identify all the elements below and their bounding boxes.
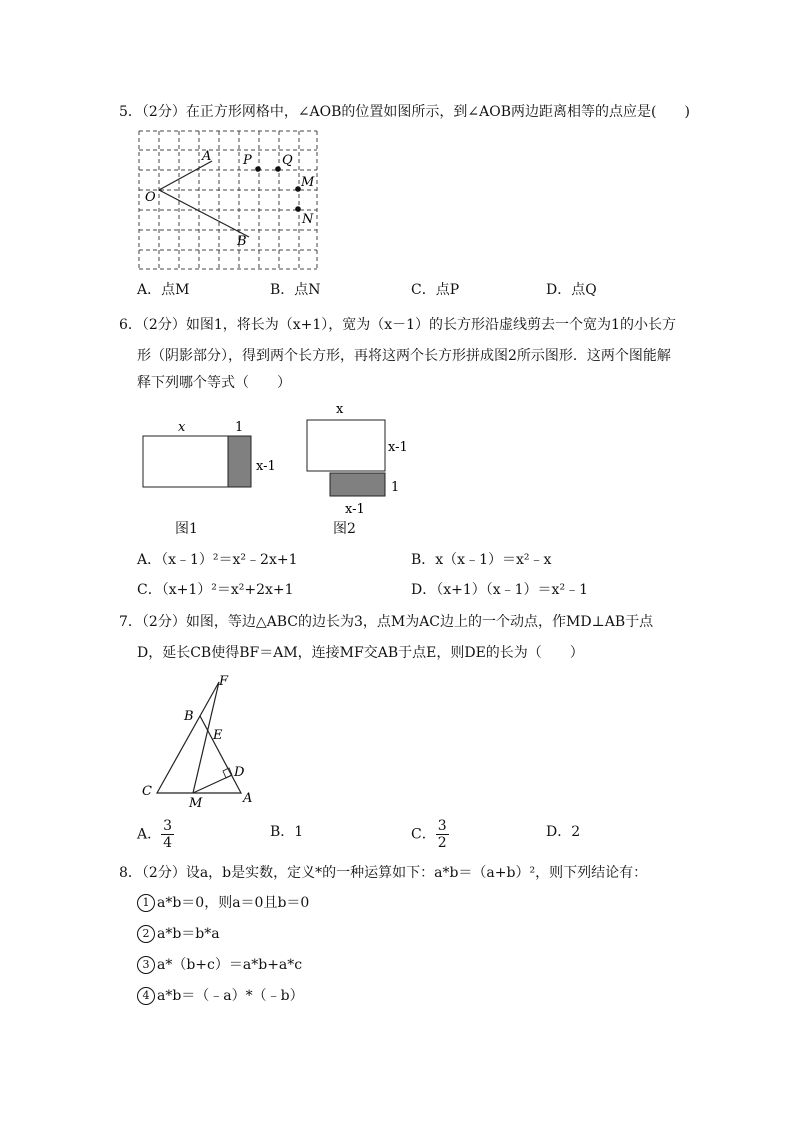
point-n <box>295 206 301 212</box>
q8-stem: 8．（2分）设a，b是实数，定义*的一种运算如下：a*b＝（a+b）²，则下列结论有： <box>119 865 648 881</box>
shaded-strip <box>228 436 251 487</box>
triangle-abc <box>157 716 241 793</box>
circled-number: 1 <box>137 894 155 912</box>
q7-stem-line2: D，延长CB使得BF＝AM，连接MF交AB于点E，则DE的长为（ ） <box>137 645 584 661</box>
circled-number: 3 <box>137 956 155 974</box>
q7-option-a[interactable]: A． $\frac{3}{4}$ <box>137 818 173 851</box>
q5-option-d[interactable]: D．点Q <box>546 282 597 298</box>
fig2-caption: 图2 <box>333 521 356 537</box>
q8-item-3: 3 a*（b+c）＝a*b+a*c <box>137 955 302 975</box>
label-c: C <box>142 784 152 799</box>
fig1-caption: 图1 <box>175 521 198 537</box>
fig2-label-side-lower: 1 <box>391 480 400 495</box>
q5-stem: 5．（2分）在正方形网格中，∠AOB的位置如图所示，到∠AOB两边距离相等的点应是( ) <box>119 104 690 120</box>
q7-option-d[interactable]: D．2 <box>546 824 581 840</box>
q7-triangle-figure <box>138 668 268 813</box>
label-q: Q <box>282 153 293 168</box>
q6-option-b[interactable]: B．x（x﹣1）＝x²﹣x <box>411 552 552 568</box>
point-m <box>295 186 301 192</box>
label-p: P <box>243 153 252 168</box>
fig2-label-side-upper: x-1 <box>388 440 408 455</box>
q8-item-2: 2 a*b＝b*a <box>137 924 220 944</box>
circled-number: 2 <box>137 925 155 943</box>
q7-option-c[interactable]: C． $\frac{3}{2}$ <box>411 818 447 851</box>
q6-option-a[interactable]: A．（x﹣1）²＝x²﹣2x+1 <box>137 552 298 568</box>
ray-oa <box>159 161 212 190</box>
q7-option-b[interactable]: B．1 <box>270 824 304 840</box>
q6-option-c[interactable]: C．（x+1）²＝x²+2x+1 <box>137 582 294 598</box>
point-p <box>255 166 261 172</box>
q5-option-c[interactable]: C．点P <box>411 282 460 298</box>
q8-item-4: 4 a*b＝（﹣a）*（﹣b） <box>137 986 304 1006</box>
segment-bf <box>200 682 219 716</box>
q5-option-b[interactable]: B．点N <box>270 282 321 298</box>
q6-figure-2 <box>300 398 420 518</box>
shaded-strip-2 <box>330 473 385 496</box>
q6-option-d[interactable]: D．（x+1）（x﹣1）＝x²﹣1 <box>411 582 588 598</box>
label-e: E <box>213 728 223 743</box>
fig1-label-side: x-1 <box>256 459 276 474</box>
q6-stem-line2: 形（阴影部分），得到两个长方形，再将这两个长方形拼成图2所示图形．这两个图能解 <box>137 348 671 364</box>
q6-figure-1 <box>138 415 288 495</box>
label-m: M <box>301 175 315 190</box>
label-m: M <box>189 796 203 811</box>
fig2-label-bottom: x-1 <box>345 502 365 517</box>
label-a: A <box>202 149 212 164</box>
q5-option-a[interactable]: A．点M <box>137 282 190 298</box>
label-b: B <box>184 709 194 724</box>
label-f: F <box>219 674 229 689</box>
q7-stem-line1: 7．（2分）如图，等边△ABC的边长为3，点M为AC边上的一个动点，作MD⊥AB于点 <box>119 614 654 630</box>
fig2-label-x: x <box>336 402 344 417</box>
q8-item-1: 1 a*b＝0，则a＝0且b＝0 <box>137 893 309 913</box>
label-o: O <box>145 190 156 205</box>
label-a: A <box>243 791 253 806</box>
label-d: D <box>234 765 245 780</box>
q6-stem-line3: 释下列哪个等式（ ） <box>137 375 291 391</box>
fig1-label-x: x <box>178 420 186 435</box>
q5-grid-figure <box>136 130 326 275</box>
q6-stem-line1: 6．（2分）如图1，将长为（x+1），宽为（x－1）的长方形沿虚线剪去一个宽为1的小长方 <box>119 317 676 333</box>
circled-number: 4 <box>137 987 155 1005</box>
label-n: N <box>302 212 314 227</box>
fig1-label-1: 1 <box>235 420 244 435</box>
point-q <box>275 166 281 172</box>
label-b: B <box>237 234 247 249</box>
